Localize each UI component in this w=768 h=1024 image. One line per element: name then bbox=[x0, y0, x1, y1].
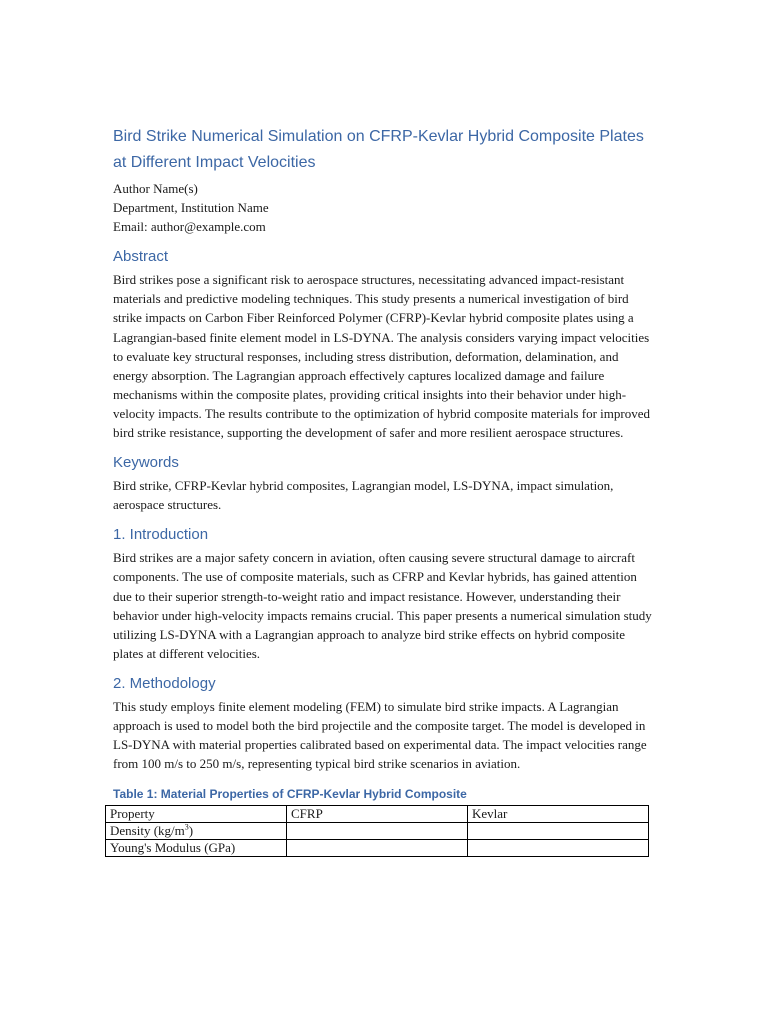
table-cell-cfrp bbox=[287, 823, 468, 840]
author-email: Email: author@example.com bbox=[113, 219, 266, 235]
methodology-heading: 2. Methodology bbox=[113, 674, 216, 692]
table-header-cell: Kevlar bbox=[468, 806, 649, 823]
keywords-heading: Keywords bbox=[113, 454, 179, 472]
table-caption: Table 1: Material Properties of CFRP-Kevlar Hybrid Composite bbox=[113, 787, 467, 802]
methodology-text: This study employs finite element modeling (FEM) to simulate bird strike impacts. A Lagrangian approach is used to model both the bird projectile and the composite target. The model is developed in LS-DYNA with material properties calibrated based on experimental data. The impact velocities range from 100 m/s to 250 m/s, representing typical bird strike scenarios in aviation. bbox=[113, 698, 647, 772]
table-cell-cfrp bbox=[287, 840, 468, 857]
table-row bbox=[106, 840, 649, 857]
table-row-label: Young's Modulus (GPa) bbox=[106, 840, 287, 857]
abstract-text: Bird strikes pose a significant risk to aerospace structures, necessitating advanced impact-resistant materials and predictive modeling techniques. This study presents a numerical investigation of bird strike impacts on Carbon Fiber Reinforced Polymer (CFRP)-Kevlar hybrid composite plates using a Lagrangian-based finite element model in LS-DYNA. The analysis considers varying impact velocities to evaluate key structural responses, including stress distribution, deformation, delamination, and energy absorption. The Lagrangian approach effectively captures localized damage and failure mechanisms within the composite plates, providing critical insights into their behavior under high-velocity impacts. The results contribute to the optimization of hybrid composite materials for improved bird strike resistance, supporting the development of safer and more resilient aerospace structures. bbox=[113, 272, 650, 441]
density-label: Density (kg/m bbox=[110, 823, 185, 839]
material-properties-table bbox=[105, 805, 649, 857]
abstract-heading: Abstract bbox=[113, 248, 169, 266]
introduction-text: Bird strikes are a major safety concern in aviation, often causing severe structural damage to aircraft components. The use of composite materials, such as CFRP and Kevlar hybrids, has gained attention due to their superior strength-to-weight ratio and impact resistance. However, understanding their behavior under high-velocity impacts remains crucial. This paper presents a numerical simulation study utilizing LS-DYNA with a Lagrangian approach to analyze bird strike effects on hybrid composite plates at different velocities. bbox=[113, 550, 652, 661]
density-label-suffix: ) bbox=[188, 823, 194, 839]
table-row-label bbox=[106, 823, 287, 840]
density-unit-superscript: 3 bbox=[184, 822, 189, 832]
author-affiliation: Department, Institution Name bbox=[113, 200, 269, 216]
table-header-cell: CFRP bbox=[287, 806, 468, 823]
table-header-cell: Property bbox=[106, 806, 287, 823]
author-name: Author Name(s) bbox=[113, 181, 198, 196]
table-header-row bbox=[106, 806, 649, 823]
table-row bbox=[106, 823, 649, 840]
introduction-heading: 1. Introduction bbox=[113, 526, 209, 544]
paper-content bbox=[110, 124, 653, 857]
keywords-text: Bird strike, CFRP-Kevlar hybrid composites, Lagrangian model, LS-DYNA, impact simulation, aerospace structures. bbox=[113, 478, 614, 513]
table-cell-kevlar bbox=[468, 840, 649, 857]
table-cell-kevlar bbox=[468, 823, 649, 840]
paper-title: Bird Strike Numerical Simulation on CFRP-Kevlar Hybrid Composite Plates at Different Impact Velocities bbox=[113, 128, 644, 171]
